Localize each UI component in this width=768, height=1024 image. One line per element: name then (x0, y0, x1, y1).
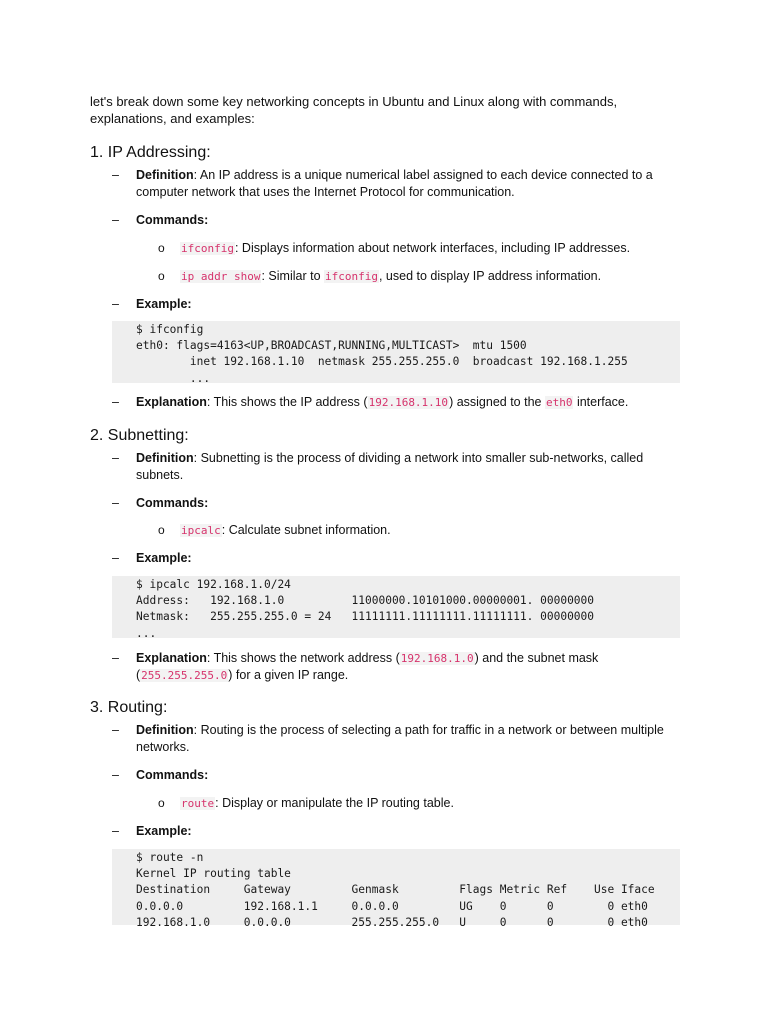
dash-bullet-icon: – (112, 451, 119, 465)
definition-text: : Subnetting is the process of dividing a network into smaller sub-networks, called subnets. (136, 451, 644, 482)
inline-code: 192.168.1.10 (368, 396, 449, 409)
definition-text: : Routing is the process of selecting a path for traffic in a network or between multiple networks. (136, 723, 664, 754)
document-page: let's break down some key networking concepts in Ubuntu and Linux along with commands, explanations, and examples: 1. IP Addressing: – Definition: An IP address is a unique numerical label assigned to each device connected to a computer network that uses the Internet Protocol for communication. – Commands: o ifconfig: Displays information about network interfaces, including IP addresses. o ip addr show: Similar to ifconfig, used to display IP address information. – Example: $ ifconfig eth0: flags=4163<UP,BROADCAST,RUNNING,MULTICAST> mtu 1500 inet 192.168.1.10 netmask 255.255.255.0 broadcast 192.168.1.255 ... – Explanation: This shows the IP address (192.168.1.10) assigned to the eth0 interface. 2. Subnetting: – Definition: Subnetting is the process of dividing a network into smaller sub-networks, called subnets. – Commands: o ipcalc: Calculate subnet information. – Example: $ ipcalc 192.168.1.0/24 Address: 192.168.1.0 11000000.10101000.00000001. 00000000 Netmask: 255.255.255.0 = 24 11111111.11111111.11111111. 00000000 ... – Explanation: This shows the network address (192.168.1.0) and the subnet mask (255.255.255.0) for a given IP range. 3. Routing: – Definition: Routing is the process of selecting a path for traffic in a network or between multiple networks. – Commands: o route: Display or manipulate the IP routing table. – Example: $ route -n Kernel IP routing table Destination Gateway Genmask Flags Metric Ref Use Iface 0.0.0.0 192.168.1.1 0.0.0.0 UG 0 0 0 eth0 192.168.1.0 0.0.0.0 255.255.255.0 U 0 0 0 eth0 (0, 0, 768, 1024)
code-line: ... (136, 371, 211, 385)
explanation-label: Explanation (136, 395, 207, 409)
dash-bullet-icon: – (112, 213, 119, 227)
section-heading-routing: 3. Routing: (90, 699, 168, 716)
circle-bullet-icon: o (158, 241, 165, 255)
command-description: : Displays information about network interfaces, including IP addresses. (234, 241, 631, 255)
dash-bullet-icon: – (112, 496, 119, 510)
code-line: Kernel IP routing table (136, 867, 291, 881)
dash-bullet-icon: – (112, 723, 119, 737)
inline-code: 255.255.255.0 (141, 669, 228, 682)
command-description: : Similar to (261, 269, 324, 283)
inline-code: ifconfig (181, 242, 234, 255)
dash-bullet-icon: – (112, 551, 119, 565)
definition-label: Definition (136, 451, 194, 465)
explanation-label: Explanation (136, 651, 207, 665)
circle-bullet-icon: o (158, 523, 165, 537)
command-description: : Calculate subnet information. (221, 523, 391, 537)
code-line: $ route -n (136, 851, 204, 864)
explanation-text: ) and the subnet mask ( (136, 651, 599, 682)
dash-bullet-icon: – (112, 395, 119, 409)
command-description: : Display or manipulate the IP routing table. (215, 796, 454, 810)
code-block (112, 849, 680, 929)
commands-label: Commands (136, 213, 205, 227)
inline-code: 192.168.1.0 (400, 652, 474, 665)
explanation-text: interface. (573, 395, 629, 409)
dash-bullet-icon: – (112, 651, 119, 665)
code-block (112, 576, 680, 638)
explanation-text: ) assigned to the (449, 395, 545, 409)
code-line: ... (136, 626, 157, 640)
section-heading-ip-addressing: 1. IP Addressing: (90, 144, 211, 161)
inline-code: eth0 (545, 396, 573, 409)
dash-bullet-icon: – (112, 768, 119, 782)
dash-bullet-icon: – (112, 824, 119, 838)
dash-bullet-icon: – (112, 297, 119, 311)
command-description: , used to display IP address information. (378, 269, 602, 283)
code-line: 192.168.1.0 0.0.0.0 255.255.255.0 U 0 0 0 eth0 (136, 915, 648, 929)
explanation-text: ) for a given IP range. (228, 668, 349, 682)
code-line: 0.0.0.0 192.168.1.1 0.0.0.0 UG 0 0 0 eth0 (136, 899, 648, 913)
circle-bullet-icon: o (158, 796, 165, 810)
inline-code: ipcalc (181, 524, 221, 537)
code-line: Address: 192.168.1.0 11000000.10101000.00000001. 00000000 (136, 594, 595, 608)
circle-bullet-icon: o (158, 269, 165, 283)
example-label: Example (136, 824, 188, 838)
example-label: Example (136, 297, 188, 311)
example-label: Example (136, 551, 188, 565)
inline-code: route (181, 797, 215, 810)
code-line: $ ipcalc 192.168.1.0/24 (136, 578, 291, 591)
commands-label: Commands (136, 496, 205, 510)
code-line: eth0: flags=4163<UP,BROADCAST,RUNNING,MULTICAST> mtu 1500 (136, 339, 527, 353)
code-line: inet 192.168.1.10 netmask 255.255.255.0 broadcast 192.168.1.255 (136, 355, 628, 369)
inline-code: ip addr show (181, 270, 261, 283)
code-line: Netmask: 255.255.255.0 = 24 11111111.11111111.11111111. 00000000 (136, 610, 595, 624)
code-line: $ ifconfig (136, 323, 204, 336)
explanation-text: : This shows the IP address ( (206, 395, 368, 409)
code-block (112, 321, 680, 383)
commands-label: Commands (136, 768, 205, 782)
definition-label: Definition (136, 168, 194, 182)
definition-text: : An IP address is a unique numerical label assigned to each device connected to a computer network that uses the Internet Protocol for communication. (136, 168, 653, 199)
dash-bullet-icon: – (112, 168, 119, 182)
inline-code: ifconfig (325, 270, 378, 283)
definition-label: Definition (136, 723, 194, 737)
intro-paragraph: let's break down some key networking concepts in Ubuntu and Linux along with commands, explanations, and examples: (90, 94, 618, 126)
explanation-text: : This shows the network address ( (206, 651, 400, 665)
section-heading-subnetting: 2. Subnetting: (90, 427, 189, 444)
code-line: Destination Gateway Genmask Flags Metric Ref Use Iface (136, 883, 655, 897)
